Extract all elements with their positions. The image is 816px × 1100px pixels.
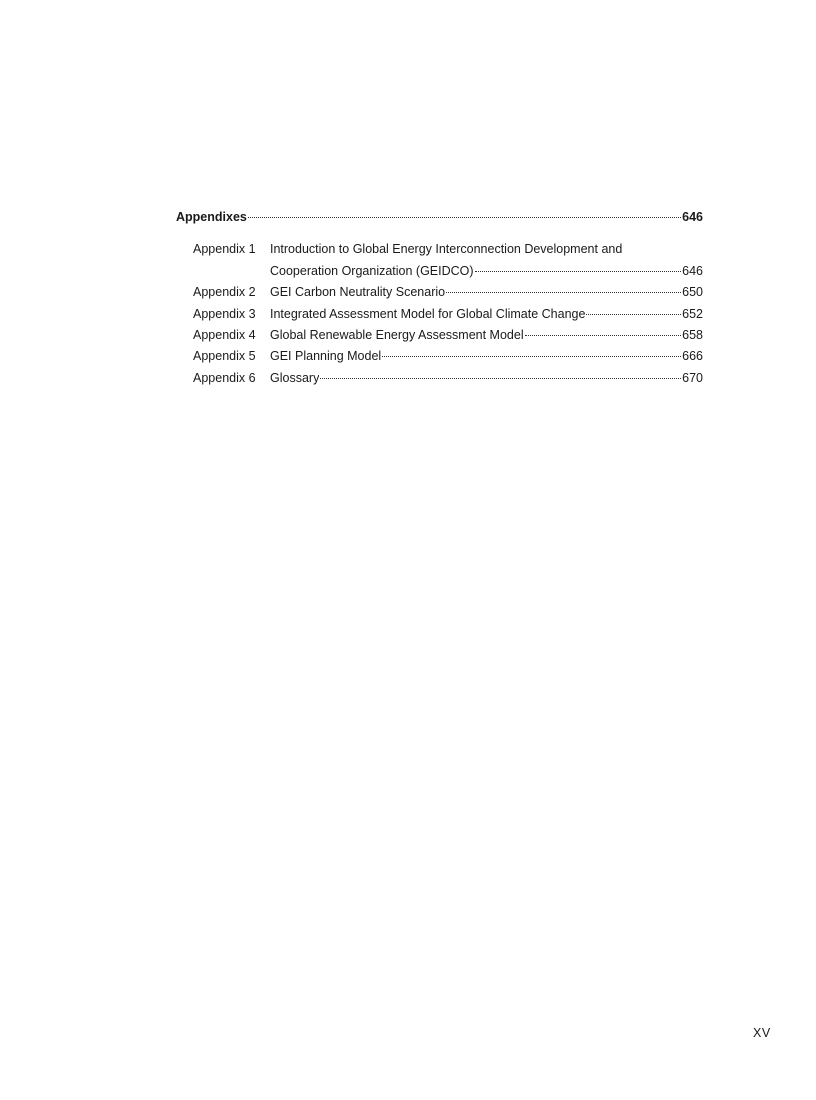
appendix-number: Appendix 2 — [193, 285, 256, 300]
dot-leader — [320, 377, 681, 379]
appendix-title: Global Renewable Energy Assessment Model — [270, 328, 524, 343]
appendix-title-line1: Introduction to Global Energy Interconnection Development and — [270, 242, 623, 257]
appendix-page: 658 — [682, 328, 703, 343]
toc-entry-appendix-1[interactable] — [176, 239, 703, 260]
dot-leader — [475, 270, 682, 272]
toc-entry-appendix-1-continued[interactable] — [176, 261, 703, 282]
appendix-number: Appendix 5 — [193, 349, 256, 364]
appendix-page: 666 — [682, 349, 703, 364]
appendix-number: Appendix 3 — [193, 306, 256, 321]
toc-entry-appendix-6[interactable] — [176, 368, 703, 389]
table-of-contents — [176, 207, 703, 389]
page-number: XV — [753, 1026, 771, 1040]
toc-entry-appendix-4[interactable] — [176, 325, 703, 346]
dot-leader — [586, 313, 681, 315]
dot-leader — [525, 334, 682, 336]
toc-heading-title: Appendixes — [176, 210, 247, 224]
toc-entry-appendix-2[interactable] — [176, 282, 703, 303]
appendix-number: Appendix 6 — [193, 370, 256, 385]
appendix-title: GEI Planning Model — [270, 349, 382, 364]
dot-leader — [446, 291, 681, 293]
appendix-title: Integrated Assessment Model for Global Climate Change — [270, 306, 586, 321]
appendix-title: GEI Carbon Neutrality Scenario — [270, 285, 446, 300]
toc-heading-row[interactable] — [176, 207, 703, 228]
toc-heading-page: 646 — [682, 210, 703, 224]
appendix-page: 646 — [682, 263, 703, 278]
toc-entry-appendix-3[interactable] — [176, 304, 703, 325]
dot-leader — [248, 216, 681, 218]
appendix-title-line2: Cooperation Organization (GEIDCO) — [270, 263, 474, 278]
appendix-title: Glossary — [270, 370, 320, 385]
appendix-number: Appendix 4 — [193, 328, 256, 343]
dot-leader — [382, 355, 681, 357]
toc-entry-appendix-5[interactable] — [176, 346, 703, 367]
appendix-number: Appendix 1 — [193, 242, 256, 257]
appendix-page: 650 — [682, 285, 703, 300]
appendix-page: 652 — [682, 306, 703, 321]
appendix-page: 670 — [682, 370, 703, 385]
